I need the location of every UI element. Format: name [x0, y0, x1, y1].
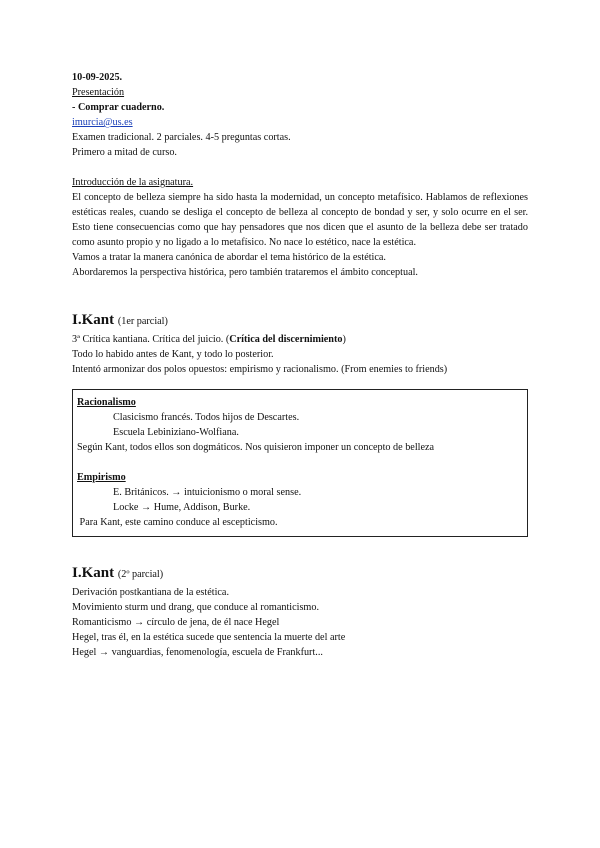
- intro-heading: Introducción de la asignatura.: [72, 177, 194, 188]
- rationalism-note: Según Kant, todos ellos son dogmáticos. Nos quisieron imponer un concepto de belleza: [77, 442, 435, 453]
- kant1-line-critica: [72, 332, 528, 347]
- document-page: [72, 70, 528, 660]
- rationalism-item: Clasicismo francés. Todos hijos de Descartes.: [113, 412, 300, 423]
- spacer: [72, 160, 528, 175]
- kant2-line: Romanticismo → círculo de jena, de él nace Hegel: [72, 617, 280, 628]
- rationalism-item: Escuela Lebiniziano-Wolfiana.: [113, 427, 239, 438]
- first-exam-info: Primero a mitad de curso.: [72, 147, 177, 158]
- empiricism-note: Para Kant, este camino conduce al escepticismo.: [77, 517, 278, 528]
- empiricism-title: Empirismo: [77, 472, 126, 483]
- spacer: [72, 537, 528, 563]
- spacer: [72, 280, 528, 310]
- email-link[interactable]: imurcia@us.es: [72, 117, 133, 128]
- kant-section-1-heading: [72, 310, 528, 332]
- rationalism-title: Racionalismo: [77, 397, 136, 408]
- rationalism-empiricism-box: [72, 389, 528, 537]
- exam-info: Examen tradicional. 2 parciales. 4-5 preguntas cortas.: [72, 132, 291, 143]
- kant1-line-critica-pre: 3ª Crítica kantiana. Crítica del juicio. (: [72, 334, 230, 345]
- kant-heading-sub: (2º parcial): [117, 569, 164, 580]
- empiricism-item: Locke → Hume, Addison, Burke.: [113, 502, 251, 513]
- presentation-heading: Presentación: [72, 87, 125, 98]
- kant1-line-critica-bold: Crítica del discernimiento: [229, 334, 343, 345]
- kant-section-2-heading: [72, 563, 528, 585]
- intro-line-perspective: Abordaremos la perspectiva histórica, pero también trataremos el ámbito conceptual.: [72, 267, 418, 278]
- intro-line-canonical: Vamos a tratar la manera canónica de abordar el tema histórico de la estética.: [72, 252, 386, 263]
- kant2-line: Hegel → vanguardias, fenomenología, escuela de Frankfurt...: [72, 647, 323, 658]
- kant2-line: Derivación postkantiana de la estética.: [72, 587, 229, 598]
- kant1-line-harmonize: Intentó armonizar dos polos opuestos: empirismo y racionalismo. (From enemies to friends): [72, 364, 448, 375]
- kant1-line-before-after: Todo lo habido antes de Kant, y todo lo posterior.: [72, 349, 274, 360]
- kant2-line: Hegel, tras él, en la estética sucede que sentencia la muerte del arte: [72, 632, 346, 643]
- kant-heading-sub: (1er parcial): [117, 316, 168, 327]
- kant-heading-text: I.Kant: [72, 312, 115, 328]
- kant2-line: Movimiento sturm und drang, que conduce al romanticismo.: [72, 602, 319, 613]
- kant-heading-text: I.Kant: [72, 565, 115, 581]
- todo-item: - Comprar cuaderno.: [72, 102, 165, 113]
- date: 10-09-2025.: [72, 72, 123, 83]
- kant1-line-critica-post: ): [342, 334, 346, 345]
- spacer: [77, 455, 521, 470]
- intro-paragraph: El concepto de belleza siempre ha sido hasta la modernidad, un concepto metafísico. Hablamos de reflexiones estéticas reales, cuando se desliga el concepto de belleza al concepto de bondad y ser, y solo ocurre en el ser. Esto tiene consecuencias como que hay pensadores que nos dicen que el asunto de la belleza debe ser tratado como asunto propio y no ligado a lo metafísico. No nace lo estético, nace la estética.: [72, 192, 528, 248]
- empiricism-item: E. Británicos. → intuicionismo o moral sense.: [113, 487, 302, 498]
